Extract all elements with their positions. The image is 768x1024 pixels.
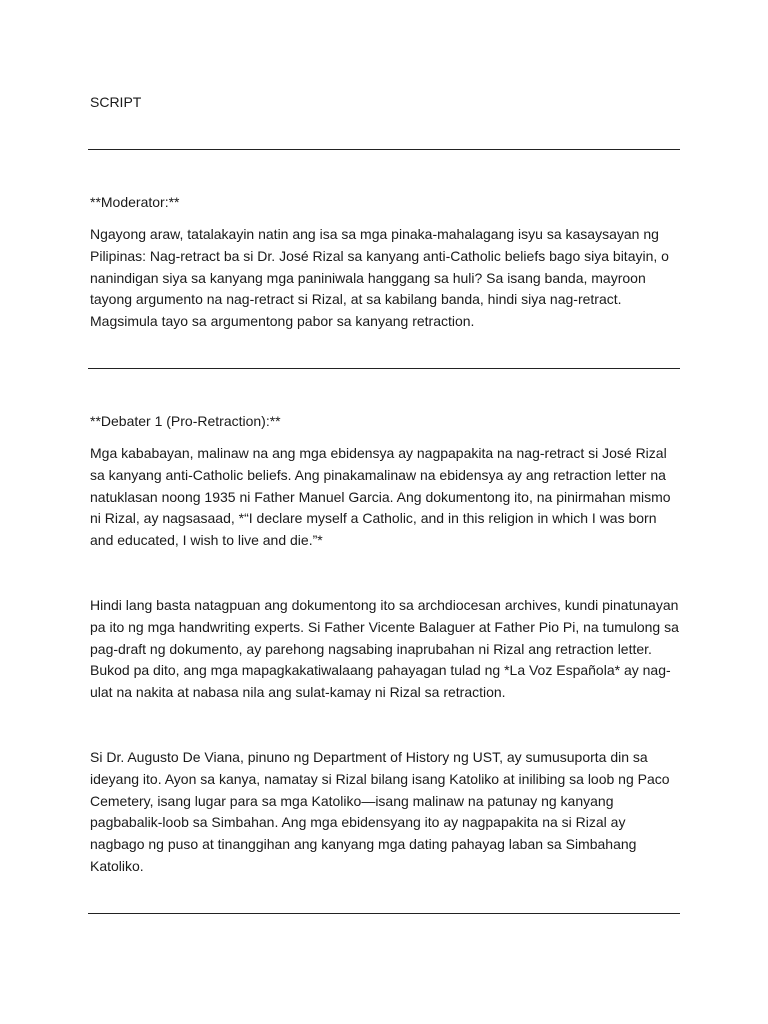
debater-1-paragraph-1: Mga kababayan, malinaw na ang mga ebidensya ay nagpapakita na nag-retract si José Rizal sa kanyang anti-Catholic beliefs. Ang pinakamalinaw na ebidensya ay ang retraction letter na natuklasan noong 1935 ni Father Manuel Garcia. Ang dokumentong ito, na pinirmahan mismo ni Rizal, ay nagsasaad, *“I declare myself a Catholic, and in this religion in which I was born and educated, I wish to live and die.”*	[90, 445, 671, 549]
divider	[88, 368, 680, 369]
moderator-paragraph: Ngayong araw, tatalakayin natin ang isa sa mga pinaka-mahalagang isyu sa kasaysayan ng Pilipinas: Nag-retract ba si Dr. José Rizal sa kanyang anti-Catholic beliefs bago siya bitayin, o nanindigan siya sa kanyang mga paniniwala hanggang sa huli? Sa isang banda, mayroon tayong argumento na nag-retract si Rizal, at sa kabilang banda, hindi siya nag-retract. Magsimula tayo sa argumentong pabor sa kanyang retraction.	[90, 226, 669, 330]
divider	[88, 149, 680, 150]
debater-1-paragraph-3: Si Dr. Augusto De Viana, pinuno ng Department of History ng UST, ay sumusuporta din sa ideyang ito. Ayon sa kanya, namatay si Rizal bilang isang Katoliko at inilibing sa loob ng Paco Cemetery, isang lugar para sa mga Katoliko—isang malinaw na patunay ng kanyang pagbabalik-loob sa Simbahan. Ang mga ebidensyang ito ay nagpapakita na si Rizal ay nagbago ng puso at tinanggihan ang kanyang mga dating pahayag laban sa Simbahang Katoliko.	[90, 749, 670, 874]
document-title: SCRIPT	[90, 94, 142, 110]
debater-1-paragraph-2: Hindi lang basta natagpuan ang dokumentong ito sa archdiocesan archives, kundi pinatunayan pa ito ng mga handwriting experts. Si Father Vicente Balaguer at Father Pio Pi, na tumulong sa pag-draft ng dokumento, ay parehong nagsabing inaprubahan ni Rizal ang retraction letter. Bukod pa dito, ang mga mapagkakatiwalaang pahayagan tulad ng *La Voz Española* ay nag-ulat na nakita at nabasa nila ang sulat-kamay ni Rizal sa retraction.	[90, 597, 679, 701]
divider	[88, 913, 680, 914]
moderator-speaker-label: **Moderator:**	[90, 194, 180, 210]
debater-1-speaker-label: **Debater 1 (Pro-Retraction):**	[90, 413, 281, 429]
